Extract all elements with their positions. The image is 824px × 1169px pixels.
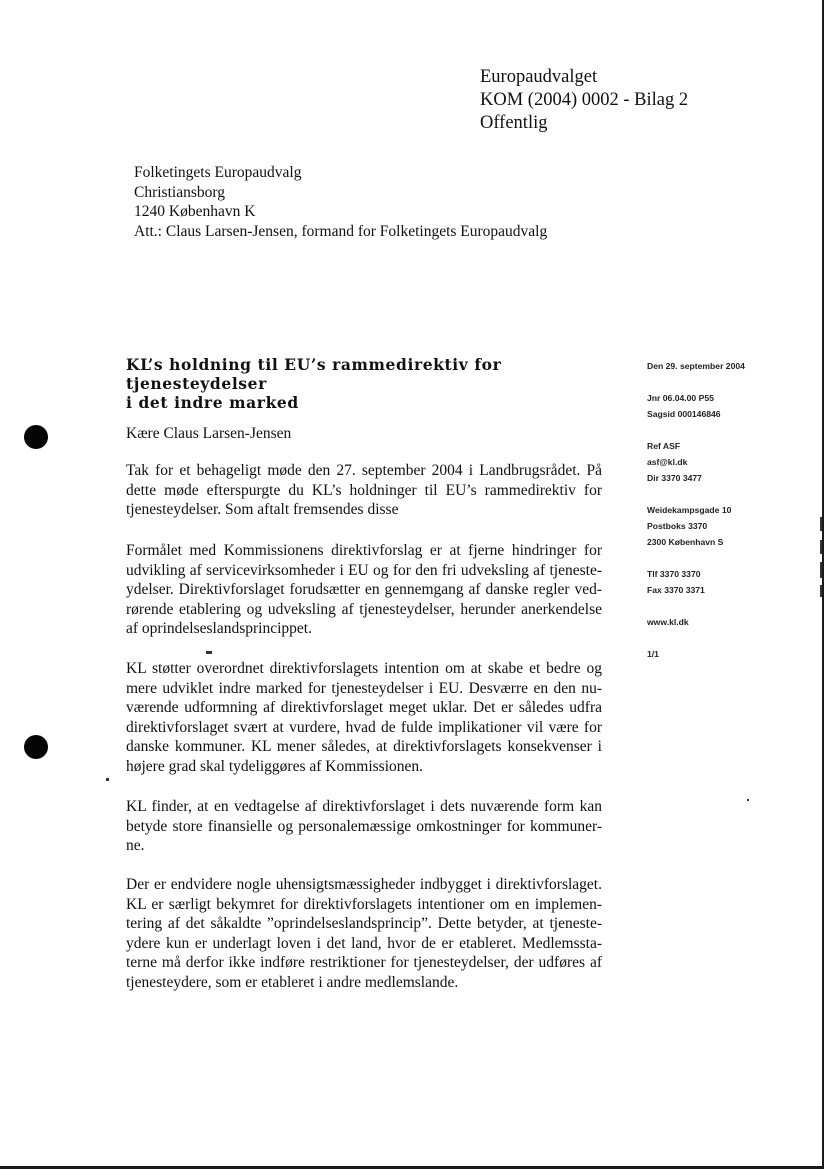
paragraph-line: værende udformning af direktivforslaget meget uklar. Det er således udfra [126,699,602,716]
paragraph-line: ydelser. Direktivforslaget forudsætter en gennemgang af danske regler ved- [126,581,602,598]
case-id: Sagsid 000146846 [647,409,721,419]
phone-number: Tlf 3370 3370 [647,569,701,579]
direct-phone: Dir 3370 3477 [647,473,702,483]
recipient-line: Folketingets Europaudvalg [134,164,302,181]
body-paragraph [126,461,602,520]
paragraph-line: Tak for et behageligt møde den 27. september 2004 i Landbrugsrådet. På [126,462,602,479]
body-paragraph [126,659,602,776]
classification-label: Offentlig [480,113,548,133]
scan-edge-mark [820,585,822,597]
recipient-address [134,163,547,241]
page-number: 1/1 [647,649,659,659]
paragraph-line: udvikling af servicevirksomheder i EU og for den fri udveksling af tjeneste- [126,561,602,579]
paragraph-line: terne må derfor ikke indføre restriktioner for tjenesteydelser, der udføres af [126,954,602,971]
subject-heading [126,355,626,412]
paragraph-line: KL finder, at en vedtagelse af direktivforslaget i dets nuværende form kan [126,798,602,815]
paragraph-line: KL støtter overordnet direktivforslagets intention om at skabe et bedre og [126,660,602,677]
recipient-line: Att.: Claus Larsen-Jensen, formand for Folketingets Europaudvalg [134,222,548,240]
scan-speck [747,799,749,801]
paragraph-line: højere grad skal tydeliggøres af Kommissionen. [126,757,424,775]
subject-line: i det indre marked [126,393,299,412]
paragraph-line: tering af det såkaldte ”oprindelseslandsprincip”. Dette betyder, at tjeneste- [126,915,602,932]
document-header [480,66,688,135]
website: www.kl.dk [647,617,689,627]
paragraph-line: dette møde efterspurgte du KL’s holdninger til EU’s rammedirektiv for [126,481,602,499]
paragraph-line: af oprindelseslandsprincippet. [126,620,312,637]
scan-edge-mark [820,540,822,554]
scan-speck [106,778,109,781]
postbox: Postboks 3370 [647,521,708,531]
paragraph-line: Der er endvidere nogle uhensigtsmæssigheder indbygget i direktivforslaget. [126,876,602,893]
sender-info-sidebar [647,358,745,662]
paragraph-line: betyde store finansielle og personalemæssige omkostninger for kommuner- [126,817,602,835]
fax-number: Fax 3370 3371 [647,585,705,595]
document-reference: KOM (2004) 0002 - Bilag 2 [480,90,689,110]
scan-edge-mark [820,562,822,578]
paragraph-line: KL er særligt bekymret for direktivforslagets intentioner om en implemen- [126,895,602,913]
body-paragraph [126,541,602,639]
recipient-line: 1240 København K [134,203,256,220]
paragraph-line: ne. [126,837,145,854]
sender-email: asf@kl.dk [647,457,688,467]
subject-line: KL’s holdning til EU’s rammedirektiv for tjenesteydelser [126,355,502,393]
paragraph-line: danske kommuner. KL mener således, at direktivforslagets konsekvenser i [126,738,602,755]
paragraph-line: rørende etablering og udveksling af tjenesteydelser, herunder anerkendelse [126,600,602,618]
street-address: Weidekampsgade 10 [647,505,732,515]
paragraph-line: direktivforslaget svært at vurdere, hvad de fulde implikationer vil være for [126,718,602,736]
recipient-line: Christiansborg [134,183,225,201]
paragraph-line: tjenesteydelser. Som aftalt fremsendes disse [126,501,399,518]
letter-date: Den 29. september 2004 [647,361,745,371]
reference-initials: Ref ASF [647,441,681,451]
paragraph-line: tjenesteydere, som er etableret i andre medlemslande. [126,973,459,991]
salutation: Kære Claus Larsen-Jensen [126,425,292,442]
journal-number: Jnr 06.04.00 P55 [647,393,714,403]
body-paragraph [126,797,602,856]
paragraph-line: mere udviklet indre marked for tjenesteydelser i EU. Desværre en den nu- [126,679,602,697]
scan-speck [206,651,212,654]
punch-hole [24,425,48,449]
postal-city: 2300 København S [647,537,724,547]
punch-hole [24,735,48,759]
paragraph-line: Formålet med Kommissionens direktivforslag er at fjerne hindringer for [126,542,602,559]
paragraph-line: ydere kun er underlagt loven i det land, hvor de er etableret. Medlemssta- [126,934,602,952]
scan-edge-mark [820,517,822,531]
committee-name: Europaudvalget [480,67,598,87]
body-paragraph [126,875,602,992]
